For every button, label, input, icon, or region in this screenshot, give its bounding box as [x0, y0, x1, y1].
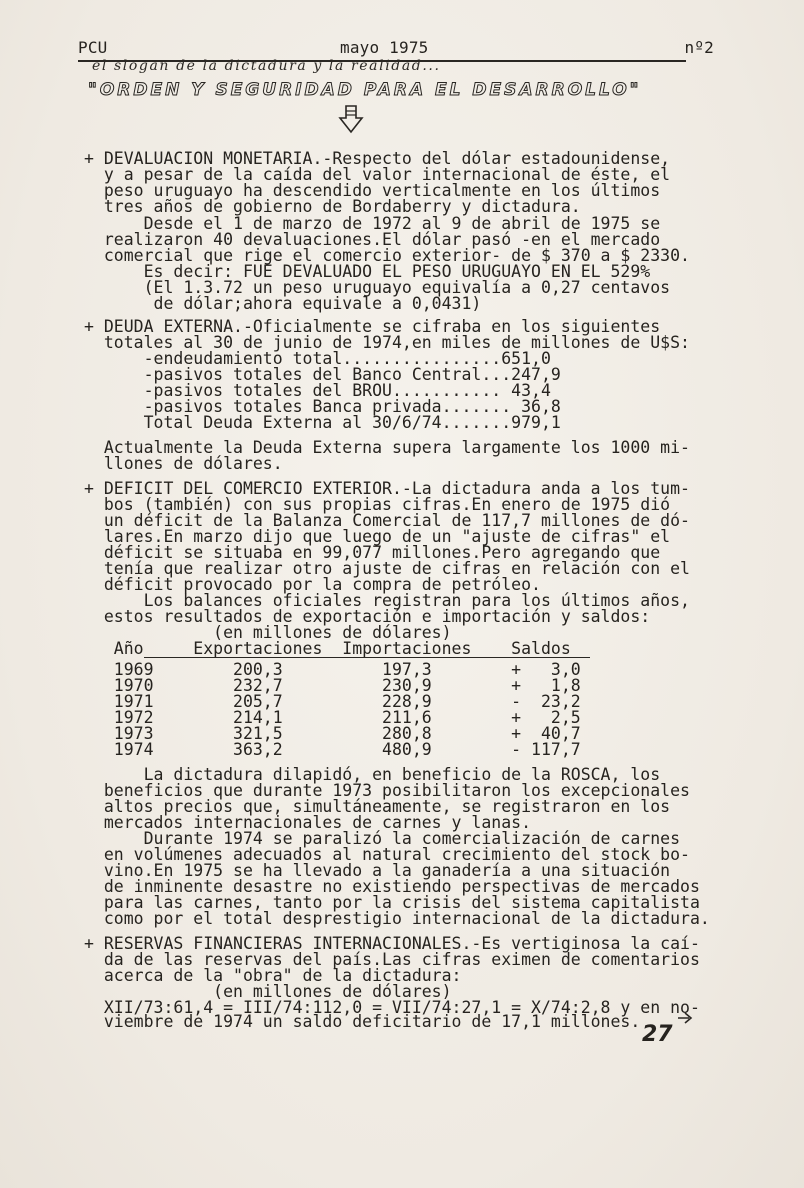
text-line: de dólar;ahora equivale a 0,0431): [84, 294, 482, 313]
table-row: 1970 232,7 230,9 + 1,8: [84, 676, 581, 695]
table-row: 1971 205,7 228,9 - 23,2: [84, 692, 581, 711]
text-line: tenía que realizar otro ajuste de cifras en relación con el: [84, 559, 690, 578]
table-header-rule: [144, 657, 590, 658]
text-line: + DEVALUACION MONETARIA.-Respecto del dólar estadounidense,: [84, 149, 671, 168]
text-line: da de las reservas del país.Las cifras eximen de comentarios: [84, 950, 700, 969]
reserves-series: XII/73:61,4 = III/74:112,0 = VII/74:27,1 = X/74:2,8 y en no-: [84, 998, 700, 1017]
text-line: totales al 30 de junio de 1974,en miles de millones de U$S:: [84, 333, 690, 352]
page-number: 27: [642, 1022, 673, 1047]
header-publisher: PCU: [78, 38, 108, 57]
down-arrow-icon: [338, 104, 364, 134]
debt-item: -pasivos totales del BROU........... 43,4: [84, 381, 551, 400]
text-line: (El 1.3.72 un peso uruguayo equivalía a 0,27 centavos: [84, 278, 671, 297]
text-line: déficit se situaba en 99,077 millones.Pero agregando que: [84, 543, 661, 562]
text-line: bos (también) con sus propias cifras.En enero de 1975 dió: [84, 495, 671, 514]
debt-item: -pasivos totales Banca privada....... 36,8: [84, 397, 561, 416]
slogan-line-2: "ORDEN Y SEGURIDAD PARA EL DESARROLLO": [88, 80, 642, 100]
text-line: Es decir: FUE DEVALUADO EL PESO URUGUAYO EN EL 529%: [84, 262, 651, 281]
header-issue-number: nº2: [684, 38, 714, 57]
table-caption: (en millones de dólares): [84, 623, 452, 642]
text-line: La dictadura dilapidó, en beneficio de la ROSCA, los: [84, 765, 661, 784]
debt-total: Total Deuda Externa al 30/6/74.......979,1: [84, 413, 561, 432]
text-line: en volúmenes adecuados al natural crecimiento del stock bo-: [84, 845, 690, 864]
text-line: Durante 1974 se paralizó la comercialización de carnes: [84, 829, 681, 848]
text-line: de inminente desastre no existiendo perspectivas de mercados: [84, 877, 700, 896]
text-line: + RESERVAS FINANCIERAS INTERNACIONALES.-Es vertiginosa la caí-: [84, 934, 700, 953]
text-line: Desde el 1 de marzo de 1972 al 9 de abril de 1975 se: [84, 214, 661, 233]
continue-arrow-icon: [676, 1010, 694, 1026]
text-line: acerca de la "obra" de la dictadura:: [84, 966, 462, 985]
text-line: llones de dólares.: [84, 454, 283, 473]
text-line: comercial que rige el comercio exterior- de $ 370 a $ 2330.: [84, 246, 690, 265]
reserves-caption: (en millones de dólares): [84, 982, 452, 1001]
table-header: Año Exportaciones Importaciones Saldos: [84, 639, 571, 658]
header-date: mayo 1975: [340, 38, 429, 57]
text-line: vino.En 1975 se ha llevado a la ganadería a una situación: [84, 861, 671, 880]
text-line: para las carnes, tanto por la crisis del sistema capitalista: [84, 893, 700, 912]
text-line: beneficios que durante 1973 posibilitaron los excepcionales: [84, 781, 690, 800]
debt-item: -pasivos totales del Banco Central...247,9: [84, 365, 561, 384]
text-line: como por el total desprestigio internacional de la dictadura.: [84, 909, 710, 928]
text-line: y a pesar de la caída del valor internacional de éste, el: [84, 165, 671, 184]
text-line: déficit provocado por la compra de petróleo.: [84, 575, 541, 594]
text-line: viembre de 1974 un saldo deficitario de 17,1 millones.: [84, 1012, 641, 1031]
text-line: Los balances oficiales registran para los últimos años,: [84, 591, 690, 610]
text-line: un déficit de la Balanza Comercial de 117,7 millones de dó-: [84, 511, 690, 530]
text-line: mercados internacionales de carnes y lanas.: [84, 813, 532, 832]
table-row: 1972 214,1 211,6 + 2,5: [84, 708, 581, 727]
text-line: realizaron 40 devaluaciones.El dólar pasó -en el mercado: [84, 230, 661, 249]
table-row: 1969 200,3 197,3 + 3,0: [84, 660, 581, 679]
table-row: 1974 363,2 480,9 - 117,7: [84, 740, 581, 759]
table-row: 1973 321,5 280,8 + 40,7: [84, 724, 581, 743]
text-line: + DEFICIT DEL COMERCIO EXTERIOR.-La dictadura anda a los tum-: [84, 479, 690, 498]
debt-item: -endeudamiento total................651,0: [84, 349, 551, 368]
text-line: lares.En marzo dijo que luego de un "ajuste de cifras" el: [84, 527, 671, 546]
text-line: tres años de gobierno de Bordaberry y dictadura.: [84, 197, 581, 216]
text-line: peso uruguayo ha descendido verticalmente en los últimos: [84, 181, 661, 200]
slogan-line-1: el slogan de la dictadura y la realidad...: [92, 58, 441, 74]
text-line: + DEUDA EXTERNA.-Oficialmente se cifraba en los siguientes: [84, 317, 661, 336]
text-line: Actualmente la Deuda Externa supera largamente los 1000 mi-: [84, 438, 690, 457]
text-line: altos precios que, simultáneamente, se registraron en los: [84, 797, 671, 816]
text-line: estos resultados de exportación e importación y saldos:: [84, 607, 651, 626]
